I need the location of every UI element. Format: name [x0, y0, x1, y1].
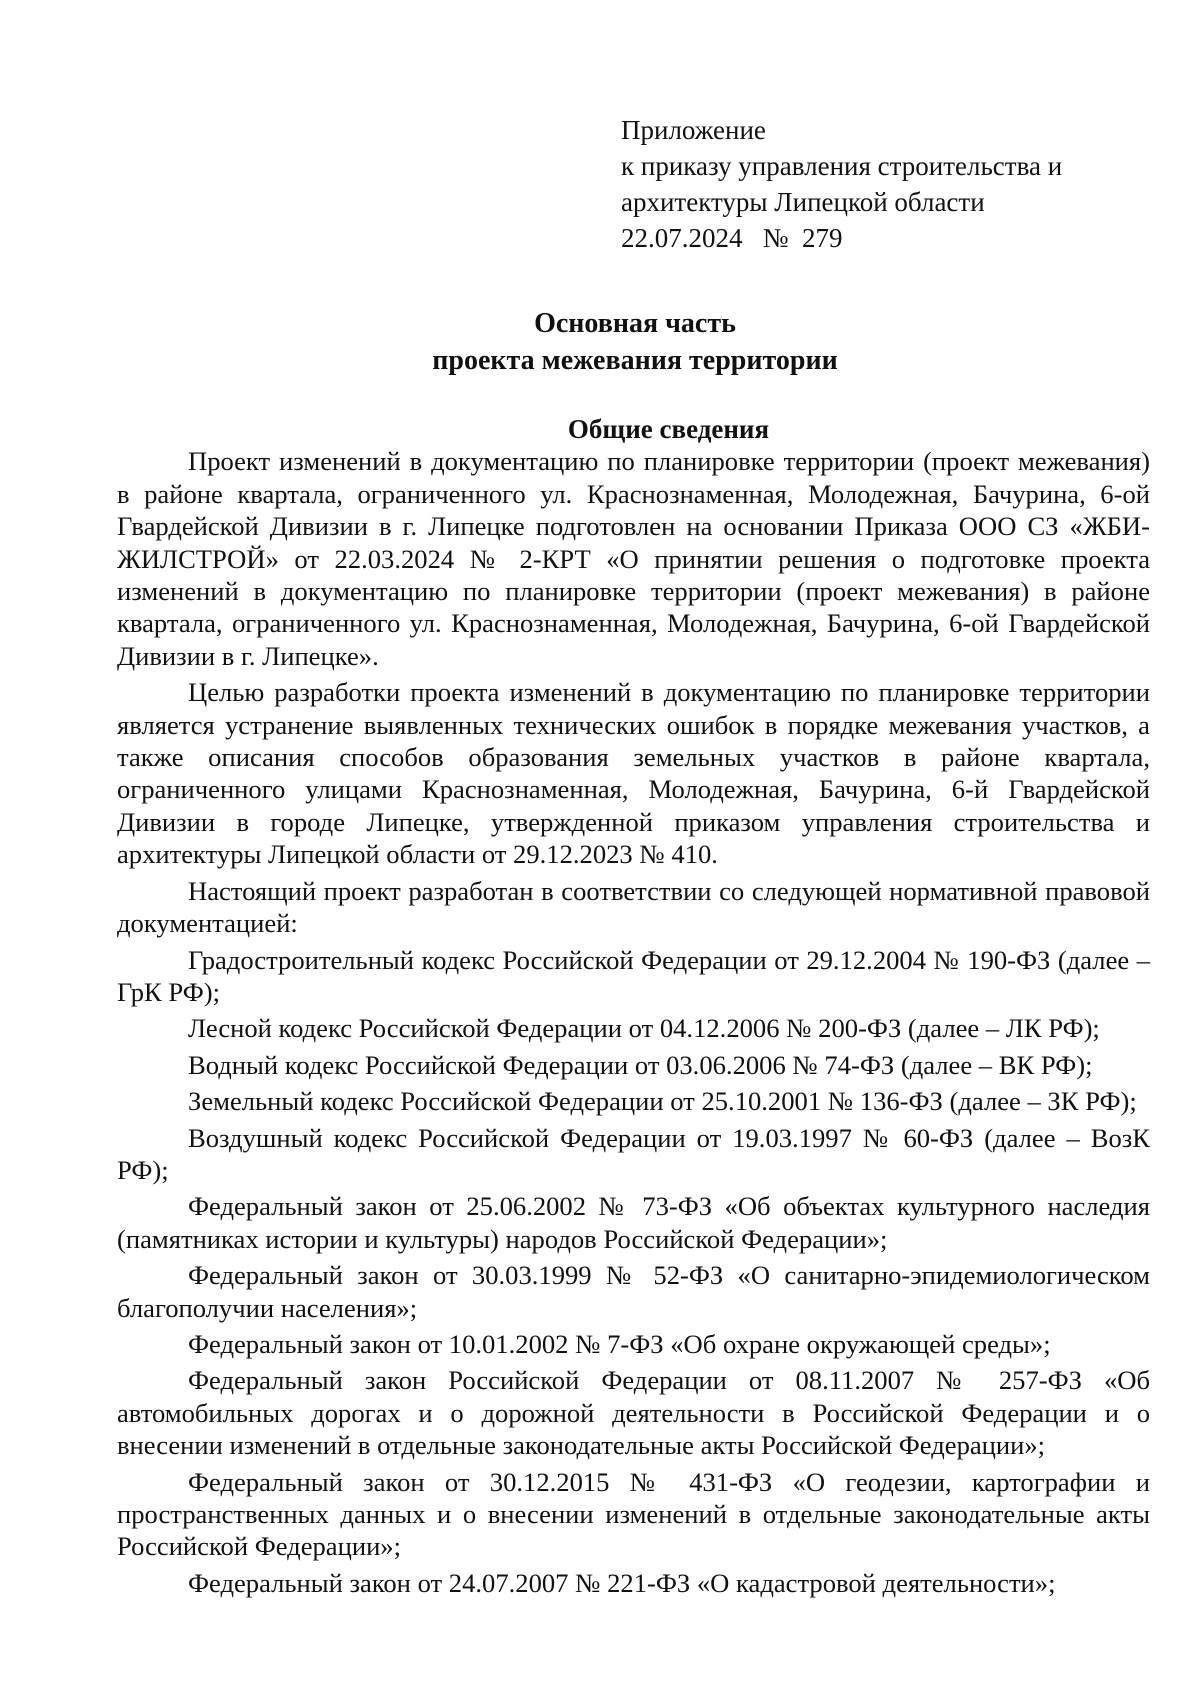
appendix-block — [621, 112, 1141, 256]
section-heading: Общие сведения — [567, 414, 770, 444]
title-line-2: проекта межевания территории — [432, 345, 838, 376]
list-item-air-code: Воздушный кодекс Российской Федерации от 19.03.1997 № 60-ФЗ (далее – ВозК РФ); — [117, 1122, 1150, 1185]
appendix-line-3: архитектуры Липецкой области — [621, 187, 985, 217]
list-item-water-code: Водный кодекс Российской Федерации от 03.06.2006 № 74-ФЗ (далее – ВК РФ); — [188, 1049, 1093, 1080]
list-item-cadastral-law: Федеральный закон от 24.07.2007 № 221-ФЗ «О кадастровой деятельности»; — [188, 1567, 1056, 1598]
paragraph-purpose: Целью разработки проекта изменений в документацию по планировке территории является устранение выявленных технических ошибок в порядке межевания участков, а также описания способов образования земельных участков в районе квартала, ограниченного улицами Краснознаменная, Молодежная, Бачурина, 6-й Гвардейской Дивизии в городе Липецке, утвержденной приказом управления строительства и архитектуры Липецкой области от 29.12.2023 № 410. — [117, 677, 1150, 870]
appendix-line-1: Приложение — [621, 115, 766, 145]
list-item-cultural-heritage-law: Федеральный закон от 25.06.2002 № 73-ФЗ «Об объектах культурного наследия (памятниках истории и культуры) народов Российской Федерации»; — [117, 1191, 1150, 1254]
appendix-date-number: 22.07.2024 № 279 — [621, 223, 843, 253]
document-body — [117, 413, 1150, 1599]
list-item-sanitary-law: Федеральный закон от 30.03.1999 № 52-ФЗ «О санитарно-эпидемиологическом благополучии населения»; — [117, 1260, 1150, 1323]
paragraph-regulations-intro: Настоящий проект разработан в соответствии со следующей нормативной правовой документацией: — [117, 875, 1150, 939]
title-line-1: Основная часть — [534, 308, 736, 339]
list-item-environment-law: Федеральный закон от 10.01.2002 № 7-ФЗ «Об охране окружающей среды»; — [188, 1328, 1051, 1359]
appendix-line-2: к приказу управления строительства и — [621, 151, 1063, 181]
document-title — [0, 305, 1200, 379]
list-item-geodesy-law: Федеральный закон от 30.12.2015 № 431-ФЗ «О геодезии, картографии и пространственных данных и о внесении изменений в отдельные законодательные акты Российской Федерации»; — [117, 1466, 1150, 1562]
list-item-forest-code: Лесной кодекс Российской Федерации от 04.12.2006 № 200-ФЗ (далее – ЛК РФ); — [188, 1013, 1100, 1044]
list-item-roads-law: Федеральный закон Российской Федерации от 08.11.2007 № 257-ФЗ «Об автомобильных дорогах и о дорожной деятельности в Российской Федерации и о внесении изменений в отдельные законодательные акты Российской Федерации»; — [117, 1365, 1150, 1461]
list-item-land-code: Земельный кодекс Российской Федерации от 25.10.2001 № 136-ФЗ (далее – ЗК РФ); — [188, 1086, 1137, 1117]
paragraph-basis: Проект изменений в документацию по планировке территории (проект межевания) в районе квартала, ограниченного ул. Краснознаменная, Молодежная, Бачурина, 6-ой Гвардейской Дивизии в г. Липецке подготовлен на основании Приказа ООО СЗ «ЖБИ-ЖИЛСТРОЙ» от 22.03.2024 № 2-КРТ «О принятии решения о подготовке проекта изменений в документацию по планировке территории (проект межевания) в районе квартала, ограниченного ул. Краснознаменная, Молодежная, Бачурина, 6-ой Гвардейской Дивизии в г. Липецке». — [117, 446, 1150, 671]
list-item-urban-planning-code: Градостроительный кодекс Российской Федерации от 29.12.2004 № 190-ФЗ (далее – ГрК РФ); — [117, 944, 1150, 1007]
